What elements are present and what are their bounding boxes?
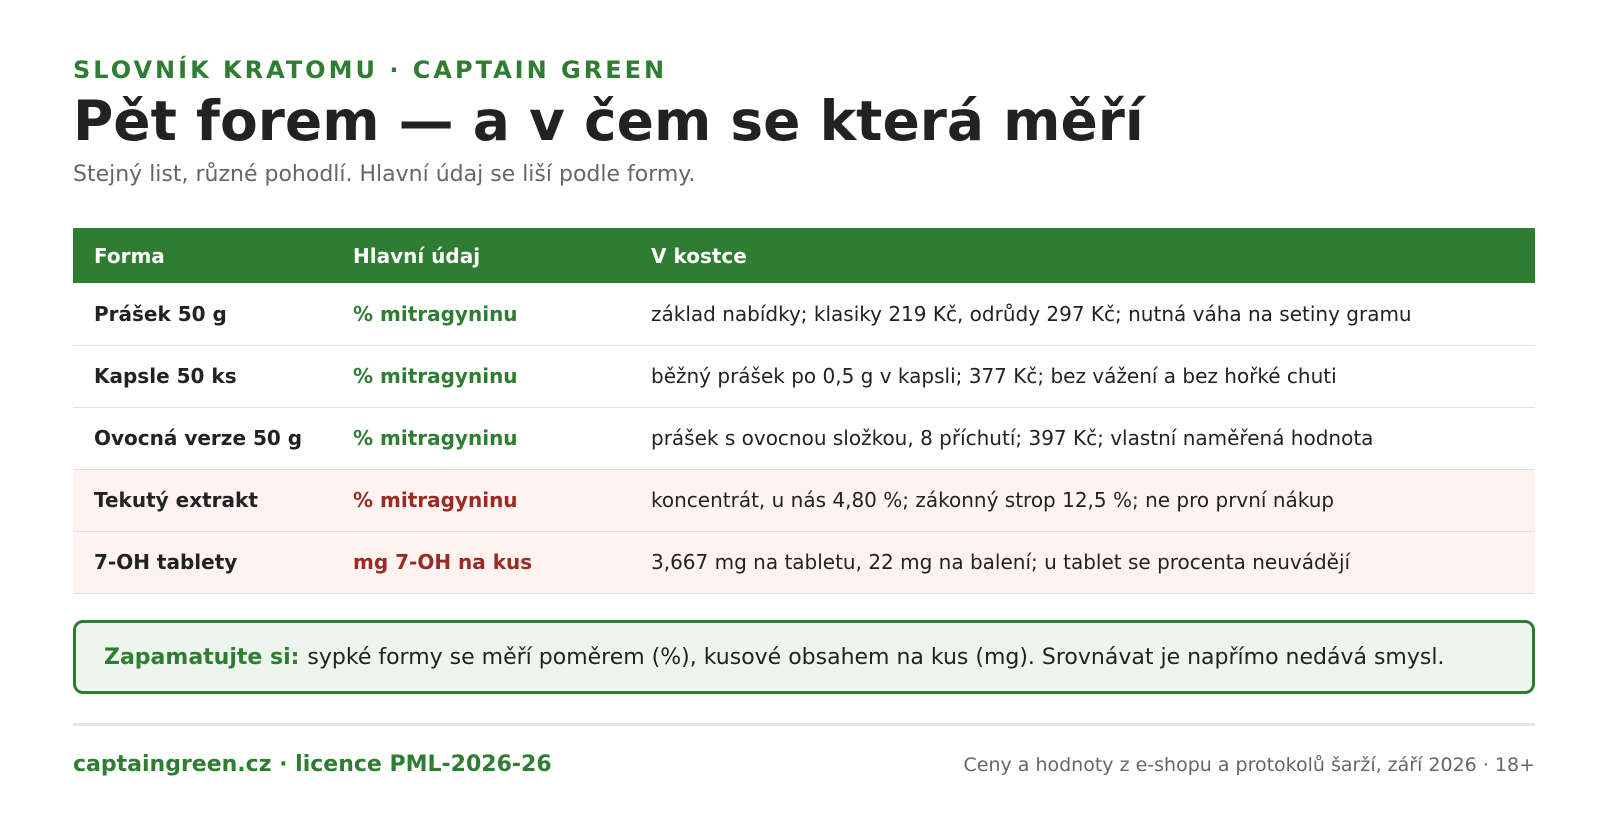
cell-metric: mg 7-OH na kus <box>332 531 630 593</box>
table-row-warning <box>73 469 1535 531</box>
page-title: Pět forem — a v čem se která měří <box>73 89 1144 153</box>
cell-form: Ovocná verze 50 g <box>73 407 332 469</box>
cell-form: Kapsle 50 ks <box>73 345 332 407</box>
cell-form: 7-OH tablety <box>73 531 332 593</box>
cell-summary: 3,667 mg na tabletu, 22 mg na balení; u tablet se procenta neuvádějí <box>630 531 1535 593</box>
column-header-form: Forma <box>73 228 332 283</box>
page-subtitle: Stejný list, různé pohodlí. Hlavní údaj se liší podle formy. <box>73 162 696 187</box>
column-header-summary: V kostce <box>630 228 1535 283</box>
cell-summary: koncentrát, u nás 4,80 %; zákonný strop 12,5 %; ne pro první nákup <box>630 469 1535 531</box>
footer-divider <box>73 723 1535 726</box>
cell-metric: % mitragyninu <box>332 469 630 531</box>
cell-metric: % mitragyninu <box>332 283 630 345</box>
page-kicker: SLOVNÍK KRATOMU · CAPTAIN GREEN <box>73 56 668 84</box>
cell-summary: základ nabídky; klasiky 219 Kč, odrůdy 297 Kč; nutná váha na setiny gramu <box>630 283 1535 345</box>
table-row <box>73 283 1535 345</box>
cell-summary: prášek s ovocnou složkou, 8 příchutí; 397 Kč; vlastní naměřená hodnota <box>630 407 1535 469</box>
forms-table <box>73 228 1535 594</box>
column-header-metric: Hlavní údaj <box>332 228 630 283</box>
table-row <box>73 345 1535 407</box>
remember-lead: Zapamatujte si: <box>104 644 300 670</box>
table-row <box>73 407 1535 469</box>
cell-metric: % mitragyninu <box>332 345 630 407</box>
cell-summary: běžný prášek po 0,5 g v kapsli; 377 Kč; bez vážení a bez hořké chuti <box>630 345 1535 407</box>
table-header-row <box>73 228 1535 283</box>
footer-source-note: Ceny a hodnoty z e-shopu a protokolů šarží, září 2026 · 18+ <box>963 754 1535 776</box>
remember-text: sypké formy se měří poměrem (%), kusové obsahem na kus (mg). Srovnávat je napřímo nedává smysl. <box>307 644 1445 670</box>
cell-form: Tekutý extrakt <box>73 469 332 531</box>
cell-metric: % mitragyninu <box>332 407 630 469</box>
footer-site-license: captaingreen.cz · licence PML-2026-26 <box>73 752 552 777</box>
table-row-warning <box>73 531 1535 593</box>
remember-callout <box>73 620 1535 694</box>
cell-form: Prášek 50 g <box>73 283 332 345</box>
